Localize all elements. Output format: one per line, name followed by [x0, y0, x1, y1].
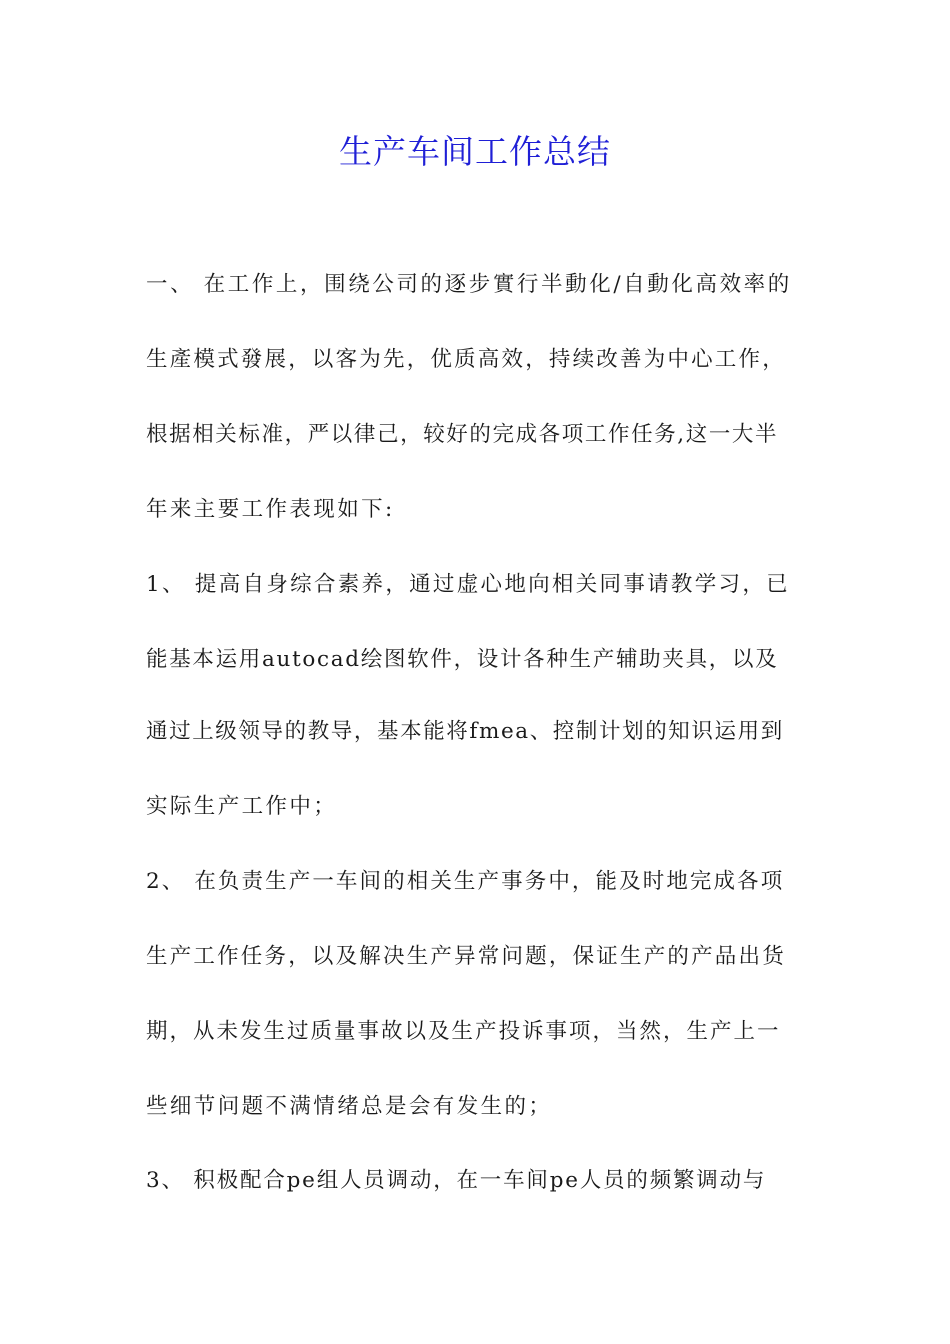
paragraph-line: 生产工作任务，以及解决生产异常问题，保证生产的产品出货 [146, 944, 786, 969]
paragraph-line: 实际生产工作中； [146, 794, 338, 819]
paragraph-line: 些细节问题不满情绪总是会有发生的； [146, 1094, 553, 1119]
paragraph-line: 生產模式發展，以客为先，优质高效，持续改善为中心工作， [146, 347, 786, 372]
document-title: 生产车间工作总结 [339, 132, 611, 171]
paragraph-line: 期，从未发生过质量事故以及生产投诉事项，当然，生产上一 [146, 1019, 781, 1044]
paragraph-line: 1、 提高自身综合素养，通过虚心地向相关同事请教学习，已 [146, 572, 790, 597]
paragraph-line: 一、 在工作上，围绕公司的逐步實行半動化/自動化高效率的 [146, 272, 792, 297]
paragraph-line: 能基本运用autocad绘图软件，设计各种生产辅助夹具，以及 [146, 647, 779, 672]
paragraph-line: 3、 积极配合pe组人员调动，在一车间pe人员的频繁调动与 [146, 1168, 767, 1193]
paragraph-line: 通过上级领导的教导，基本能将fmea、控制计划的知识运用到 [146, 719, 784, 744]
paragraph-line: 年来主要工作表现如下: [146, 497, 395, 522]
paragraph-line: 根据相关标准，严以律己，较好的完成各项工作任务,这一大半 [146, 422, 779, 447]
paragraph-line: 2、 在负责生产一车间的相关生产事务中，能及时地完成各项 [146, 869, 785, 894]
